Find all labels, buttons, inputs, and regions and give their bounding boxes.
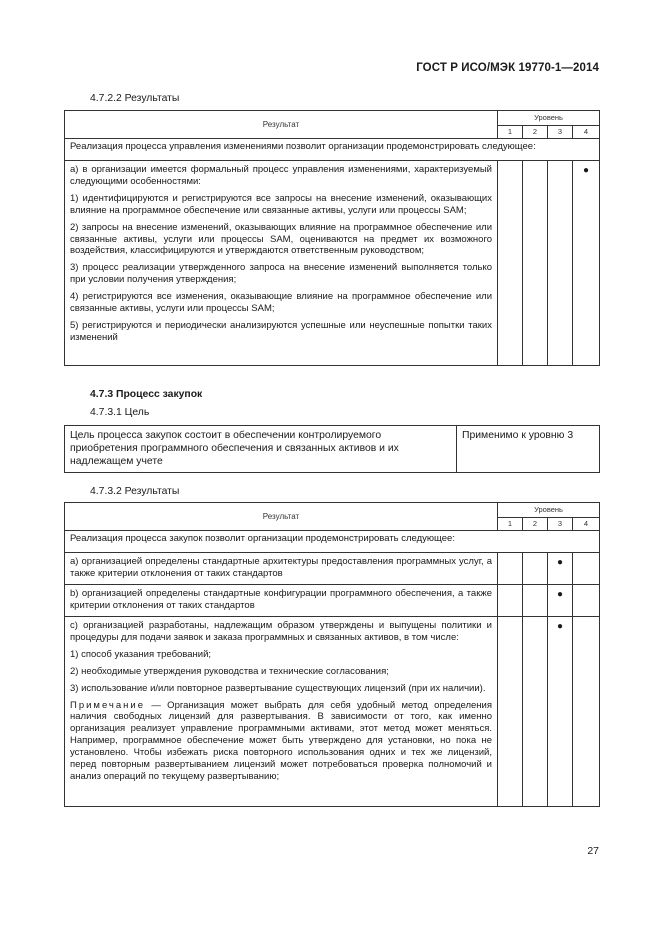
result-column-header: Результат (65, 503, 498, 531)
row-text: 1) идентифицируются и регистрируются все запросы на внесение изменений, оказывающих влияние на программное обеспечение или связанные активы, услуги или процессы SAM; (70, 192, 492, 216)
result-column-header: Результат (65, 111, 498, 139)
goal-text: Цель процесса закупок состоит в обеспечении контролируемого приобретения программного обеспечения и связанных активов и их надлежащем учете (65, 426, 457, 473)
table-row (65, 161, 498, 366)
level-4-header: 4 (573, 518, 600, 531)
level-4-header: 4 (573, 126, 600, 139)
row-text: a) организацией определены стандартные архитектуры предоставления программных услуг, а также критерии отклонения от таких стандартов (70, 556, 492, 579)
level-cell (498, 617, 523, 807)
row-text: a) в организации имеется формальный процесс управления изменениями, характеризуемый следующими особенностями: (70, 164, 492, 187)
table-intro-row: Реализация процесса управления изменениями позволит организации продемонстрировать следующее: (65, 139, 600, 161)
row-text: 4) регистрируются все изменения, оказывающие влияние на программное обеспечение или связанные активы, услуги или процессы SAM; (70, 291, 492, 315)
procurement-results-table (64, 502, 600, 807)
note-paragraph (70, 700, 492, 783)
level-cell (548, 161, 573, 366)
level-cell (498, 161, 523, 366)
section-heading-procurement-results: 4.7.3.2 Результаты (90, 486, 180, 497)
level-3-header: 3 (548, 518, 573, 531)
level-3-mark: ● (548, 553, 573, 585)
table-row (65, 585, 498, 617)
level-cell (523, 161, 548, 366)
level-cell (523, 617, 548, 807)
table-intro-row: Реализация процесса закупок позволит организации продемонстрировать следующее: (65, 531, 600, 553)
level-3-header: 3 (548, 126, 573, 139)
note-text: — Организация может выбрать для себя удобный метод определения наличия свободных лицензий для развертывания. В зависимости от того, как именно организация реализует управление программными активами, этот метод может меняться. Например, программное обеспечение может быть утверждено для установки, но пока не установлено. Чтобы избежать риска повторного использования одних и тех же лицензий, перед повторным развертыванием лицензий может потребоваться проверка полномочий и анализ операций по текущему развертыванию; (70, 699, 492, 782)
level-cell (498, 585, 523, 617)
level-1-header: 1 (498, 126, 523, 139)
row-text: 3) использование и/или повторное развертывание существующих лицензий (при их наличии). (70, 682, 486, 694)
level-cell (573, 585, 600, 617)
page-number: 27 (587, 845, 599, 857)
section-title-procurement: 4.7.3 Процесс закупок (90, 389, 203, 400)
row-text: 1) способ указания требований; (70, 648, 212, 660)
level-cell (573, 617, 600, 807)
level-1-header: 1 (498, 518, 523, 531)
standard-header: ГОСТ Р ИСО/МЭК 19770-1—2014 (416, 62, 599, 74)
row-text: 2) необходимые утверждения руководства и технические согласования; (70, 665, 389, 677)
goal-table (64, 425, 600, 473)
goal-applicability: Применимо к уровню 3 (457, 426, 600, 473)
row-text: b) организацией определены стандартные конфигурации программного обеспечения, а также критерии отклонения от таких стандартов (70, 588, 492, 611)
row-text: c) организацией разработаны, надлежащим образом утверждены и выпущены политики и процедуры для подачи заявок и заказа программных и связанных активов, в том числе: (70, 620, 492, 643)
level-2-header: 2 (523, 518, 548, 531)
level-4-mark: ● (573, 161, 600, 366)
note-label: Примечание (70, 699, 145, 711)
level-cell (523, 585, 548, 617)
level-cell (498, 553, 523, 585)
level-cell (573, 553, 600, 585)
section-heading-change-results: 4.7.2.2 Результаты (90, 93, 180, 104)
row-text: 3) процесс реализации утвержденного запроса на внесение изменений выполняется только при условии получения утверждения; (70, 262, 492, 286)
table-row (65, 553, 498, 585)
change-results-table (64, 110, 600, 366)
level-column-header: Уровень (498, 503, 600, 518)
section-heading-goal: 4.7.3.1 Цель (90, 407, 150, 418)
level-3-mark: ● (548, 585, 573, 617)
row-text: 2) запросы на внесение изменений, оказывающих влияние на программное обеспечение или связанные активы, услуги или процессы SAM, оцениваются на предмет их возможного воздействия, классифицируются и утверждаются ответственным руководством; (70, 221, 492, 257)
level-cell (523, 553, 548, 585)
table-row (65, 617, 498, 807)
row-text: 5) регистрируются и периодически анализируются успешные или неуспешные попытки таких изменений (70, 319, 492, 343)
level-3-mark: ● (548, 617, 573, 807)
level-column-header: Уровень (498, 111, 600, 126)
level-2-header: 2 (523, 126, 548, 139)
